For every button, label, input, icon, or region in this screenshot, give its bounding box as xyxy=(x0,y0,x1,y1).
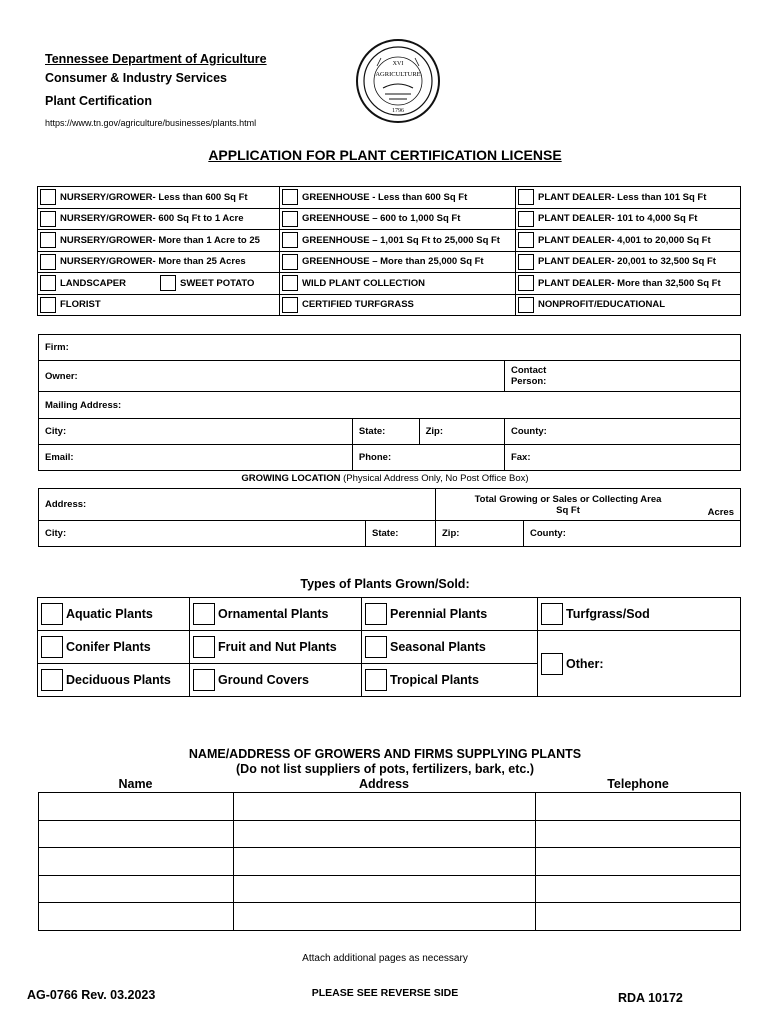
license-label: SWEET POTATO xyxy=(180,277,255,289)
supplier-phone-cell[interactable] xyxy=(536,875,741,903)
area-label: Total Growing or Sales or Collecting Area xyxy=(474,493,662,505)
phone-field[interactable] xyxy=(352,445,504,471)
supplier-row xyxy=(39,903,741,931)
department-name: Tennessee Department of Agriculture xyxy=(45,52,267,66)
license-label: GREENHOUSE - Less than 600 Sq Ft xyxy=(302,191,468,203)
phone-label: Phone: xyxy=(358,452,392,463)
plant-type-checkbox[interactable] xyxy=(365,669,387,691)
program-url: https://www.tn.gov/agriculture/businesses/plants.html xyxy=(45,118,257,128)
mailing-label: Mailing Address: xyxy=(45,399,122,411)
supplier-name-cell[interactable] xyxy=(39,903,234,931)
contact-person-label: Person: xyxy=(510,376,547,387)
plant-type-checkbox[interactable] xyxy=(193,636,215,658)
plant-type-label: Conifer Plants xyxy=(66,640,151,654)
col-address-header: Address xyxy=(358,777,410,791)
growing-city-label: City: xyxy=(45,528,67,539)
suppliers-subheading: (Do not list suppliers of pots, fertilizers, bark, etc.) xyxy=(236,762,534,776)
license-checkbox[interactable] xyxy=(40,189,56,205)
county-field[interactable] xyxy=(504,419,740,445)
license-checkbox[interactable] xyxy=(518,232,534,248)
contact-label: Contact xyxy=(510,365,547,376)
program-name: Plant Certification xyxy=(45,94,152,108)
plant-type-label: Perennial Plants xyxy=(390,607,488,621)
supplier-row xyxy=(39,793,741,821)
supplier-phone-cell[interactable] xyxy=(536,820,741,848)
seal-year-text: 1796 xyxy=(392,108,404,114)
license-label: GREENHOUSE – 1,001 Sq Ft to 25,000 Sq Ft xyxy=(302,234,500,246)
col-telephone-header: Telephone xyxy=(607,777,669,791)
city-field[interactable] xyxy=(39,419,353,445)
seal-roman-text: XVI xyxy=(392,61,404,67)
license-label: PLANT DEALER- 101 to 4,000 Sq Ft xyxy=(538,213,698,225)
owner-label: Owner: xyxy=(45,370,78,382)
license-label: NONPROFIT/EDUCATIONAL xyxy=(538,299,666,311)
mailing-address-field[interactable] xyxy=(39,392,741,419)
growing-area-field[interactable] xyxy=(436,489,741,521)
license-label: PLANT DEALER- Less than 101 Sq Ft xyxy=(538,191,707,203)
supplier-name-cell[interactable] xyxy=(39,820,234,848)
plant-type-label: Turfgrass/Sod xyxy=(566,607,650,621)
acres-label: Acres xyxy=(707,507,734,518)
growing-zip-field[interactable] xyxy=(436,521,524,547)
supplier-row xyxy=(39,848,741,876)
additional-pages-note: Attach additional pages as necessary xyxy=(302,953,468,964)
plant-type-label: Deciduous Plants xyxy=(66,673,171,687)
license-checkbox[interactable] xyxy=(40,297,56,313)
suppliers-heading: NAME/ADDRESS OF GROWERS AND FIRMS SUPPLYING PLANTS xyxy=(188,747,582,761)
license-checkbox[interactable] xyxy=(518,275,534,291)
plant-types-table xyxy=(37,597,741,697)
rda-number: RDA 10172 xyxy=(618,991,683,1005)
license-label: PLANT DEALER- 4,001 to 20,000 Sq Ft xyxy=(538,234,711,246)
supplier-row xyxy=(39,820,741,848)
email-field[interactable] xyxy=(39,445,353,471)
applicant-table xyxy=(38,334,741,471)
sweet-potato-checkbox[interactable] xyxy=(160,275,176,291)
license-label: NURSERY/GROWER- More than 25 Acres xyxy=(60,256,246,268)
growing-location-table xyxy=(38,488,741,547)
plant-type-checkbox[interactable] xyxy=(541,603,563,625)
plant-type-label: Aquatic Plants xyxy=(66,607,153,621)
email-label: Email: xyxy=(45,452,74,463)
license-label: NURSERY/GROWER- Less than 600 Sq Ft xyxy=(60,191,248,203)
growing-county-field[interactable] xyxy=(524,521,741,547)
license-checkbox[interactable] xyxy=(518,254,534,270)
license-checkbox[interactable] xyxy=(40,254,56,270)
supplier-row xyxy=(39,875,741,903)
growing-address-field[interactable] xyxy=(39,489,436,521)
plant-type-checkbox[interactable] xyxy=(41,636,63,658)
other-plant-label: Other: xyxy=(566,656,604,671)
growing-address-label: Address: xyxy=(45,499,87,510)
license-checkbox[interactable] xyxy=(518,189,534,205)
license-label: WILD PLANT COLLECTION xyxy=(302,277,425,289)
license-label: PLANT DEALER- 20,001 to 32,500 Sq Ft xyxy=(538,256,716,268)
license-label: FLORIST xyxy=(60,299,101,311)
supplier-address-cell[interactable] xyxy=(234,875,536,903)
license-label: GREENHOUSE – More than 25,000 Sq Ft xyxy=(302,256,484,268)
supplier-address-cell[interactable] xyxy=(234,820,536,848)
zip-field[interactable] xyxy=(419,419,504,445)
owner-field[interactable] xyxy=(39,361,505,392)
license-checkbox[interactable] xyxy=(40,275,56,291)
license-checkbox[interactable] xyxy=(282,275,298,291)
supplier-phone-cell[interactable] xyxy=(536,793,741,821)
license-type-table xyxy=(37,186,741,316)
plant-type-checkbox[interactable] xyxy=(365,636,387,658)
growing-location-note: (Physical Address Only, No Post Office Box) xyxy=(340,473,529,484)
growing-location-heading xyxy=(0,473,770,484)
plant-types-heading: Types of Plants Grown/Sold: xyxy=(300,577,470,591)
county-label: County: xyxy=(510,426,547,437)
sqft-label: Sq Ft xyxy=(556,504,580,516)
license-checkbox[interactable] xyxy=(282,211,298,227)
growing-location-title: GROWING LOCATION xyxy=(241,473,341,484)
col-name-header: Name xyxy=(118,777,153,791)
firm-label: Firm: xyxy=(45,342,69,353)
plant-type-checkbox[interactable] xyxy=(193,603,215,625)
state-field[interactable] xyxy=(352,419,419,445)
fax-label: Fax: xyxy=(510,452,531,463)
plant-type-checkbox[interactable] xyxy=(41,603,63,625)
supplier-address-cell[interactable] xyxy=(234,903,536,931)
other-plant-checkbox[interactable] xyxy=(541,653,563,675)
supplier-phone-cell[interactable] xyxy=(536,903,741,931)
supplier-name-cell[interactable] xyxy=(39,848,234,876)
license-label: CERTIFIED TURFGRASS xyxy=(302,299,414,311)
license-checkbox[interactable] xyxy=(40,232,56,248)
plant-type-label: Ground Covers xyxy=(218,673,309,687)
city-label: City: xyxy=(45,426,67,437)
license-checkbox[interactable] xyxy=(282,297,298,313)
growing-city-field[interactable] xyxy=(39,521,366,547)
state-label: State: xyxy=(358,426,386,437)
license-label: NURSERY/GROWER- 600 Sq Ft to 1 Acre xyxy=(60,213,244,225)
plant-type-checkbox[interactable] xyxy=(41,669,63,691)
growing-state-label: State: xyxy=(372,528,399,539)
plant-type-label: Tropical Plants xyxy=(390,673,479,687)
form-title: APPLICATION FOR PLANT CERTIFICATION LICENSE xyxy=(208,147,562,163)
license-checkbox[interactable] xyxy=(282,189,298,205)
growing-county-label: County: xyxy=(530,528,566,539)
supplier-phone-cell[interactable] xyxy=(536,848,741,876)
plant-type-checkbox[interactable] xyxy=(193,669,215,691)
license-checkbox[interactable] xyxy=(282,232,298,248)
form-number: AG-0766 Rev. 03.2023 xyxy=(27,988,156,1002)
growing-zip-label: Zip: xyxy=(442,528,460,539)
license-label: NURSERY/GROWER- More than 1 Acre to 25 xyxy=(60,234,260,246)
state-seal-logo xyxy=(355,36,441,131)
supplier-name-cell[interactable] xyxy=(39,875,234,903)
see-reverse-note: PLEASE SEE REVERSE SIDE xyxy=(311,987,459,999)
firm-field[interactable] xyxy=(39,335,741,361)
suppliers-table xyxy=(38,792,741,931)
growing-state-field[interactable] xyxy=(366,521,436,547)
license-label: GREENHOUSE – 600 to 1,000 Sq Ft xyxy=(302,213,461,225)
fax-field[interactable] xyxy=(504,445,740,471)
supplier-address-cell[interactable] xyxy=(234,848,536,876)
seal-center-text: AGRICULTURE xyxy=(375,71,421,78)
license-checkbox[interactable] xyxy=(40,211,56,227)
supplier-address-cell[interactable] xyxy=(234,793,536,821)
contact-person-field[interactable] xyxy=(504,361,740,392)
supplier-name-cell[interactable] xyxy=(39,793,234,821)
license-checkbox[interactable] xyxy=(282,254,298,270)
license-checkbox[interactable] xyxy=(518,297,534,313)
plant-type-checkbox[interactable] xyxy=(365,603,387,625)
plant-type-label: Seasonal Plants xyxy=(390,640,486,654)
license-label: LANDSCAPER xyxy=(60,277,126,289)
zip-label: Zip: xyxy=(425,426,444,437)
division-name: Consumer & Industry Services xyxy=(45,71,228,85)
plant-type-label: Ornamental Plants xyxy=(218,607,329,621)
license-label: PLANT DEALER- More than 32,500 Sq Ft xyxy=(538,277,721,289)
license-checkbox[interactable] xyxy=(518,211,534,227)
plant-type-label: Fruit and Nut Plants xyxy=(218,640,337,654)
